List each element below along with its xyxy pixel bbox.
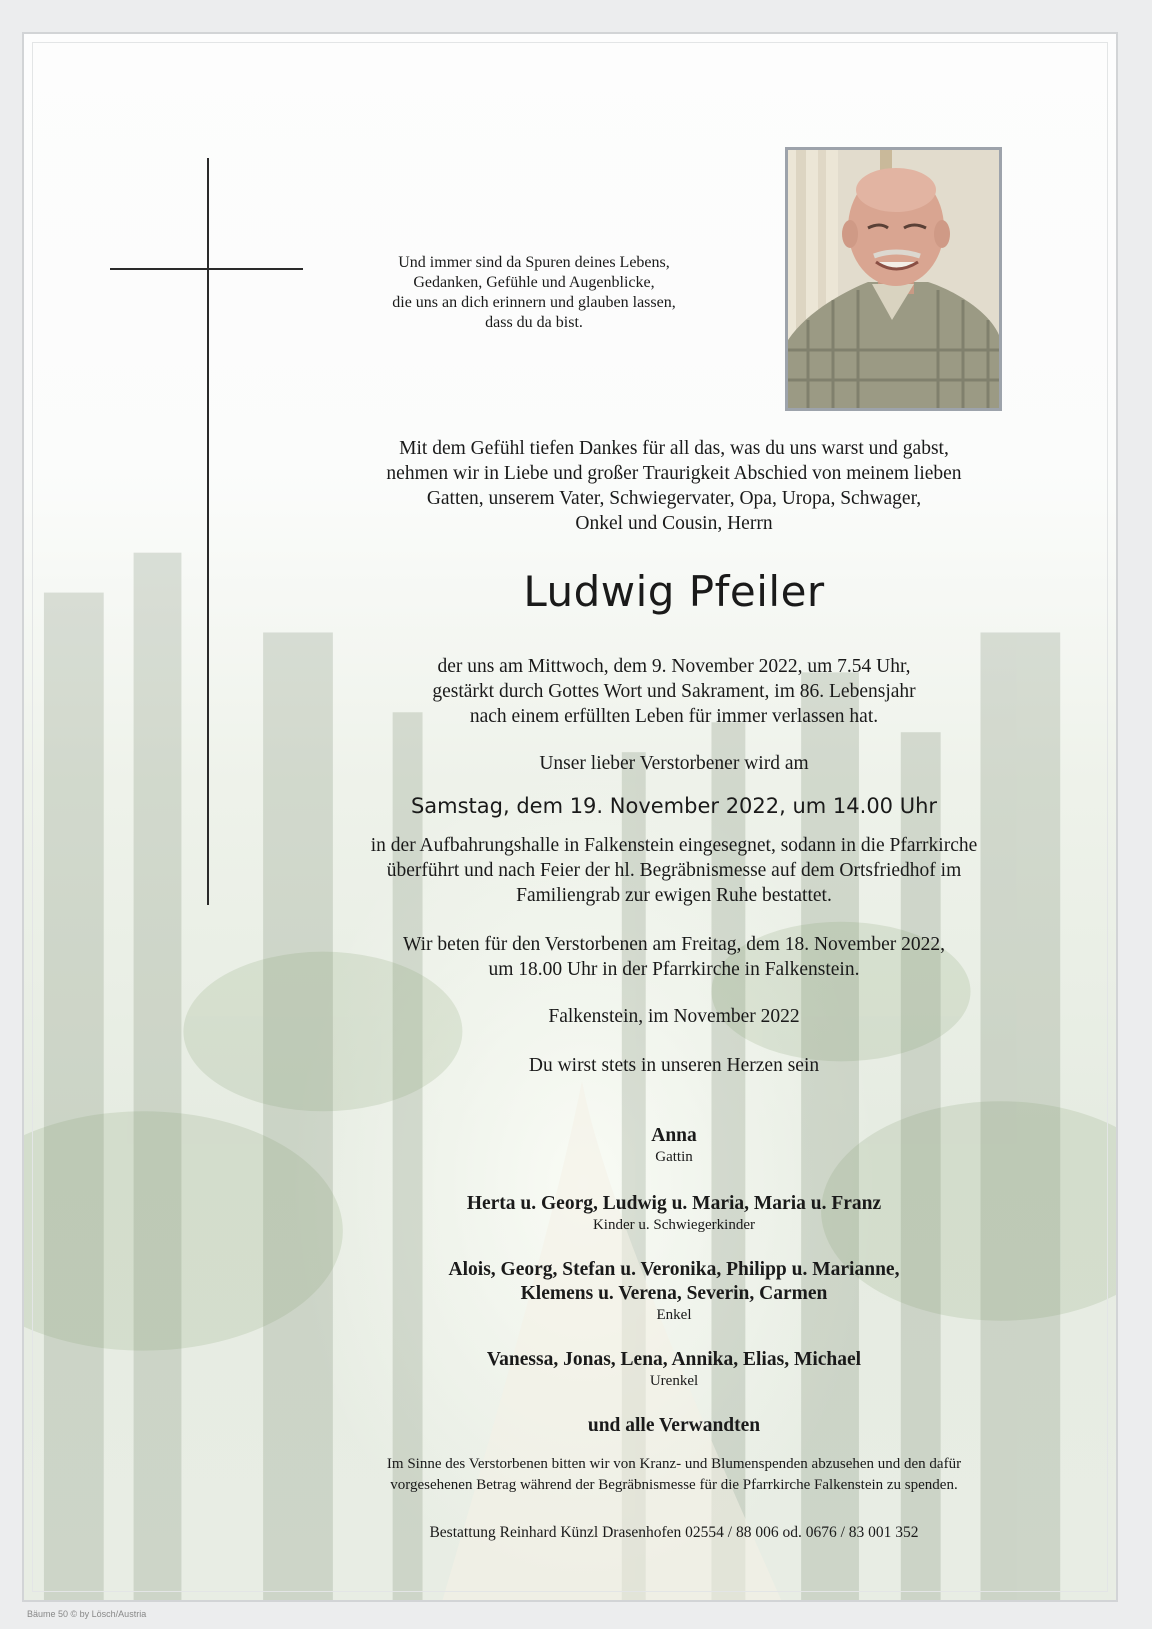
death-info [324, 654, 1024, 729]
mourner-group [324, 1348, 1024, 1391]
relatives-line: und alle Verwandten [587, 1415, 761, 1436]
intro-line: Onkel und Cousin, Herrn [575, 513, 773, 534]
mourner-names: Klemens u. Verena, Severin, Carmen [520, 1283, 828, 1304]
funeral-details [304, 833, 1044, 908]
mourner-group [324, 1124, 1024, 1167]
mourner-names: Alois, Georg, Stefan u. Veronika, Philipp u. Marianne, [448, 1259, 900, 1280]
relatives [324, 1414, 1024, 1438]
portrait-photo [785, 147, 1002, 411]
mourner-relation: Enkel [656, 1307, 692, 1323]
death-info-line: der uns am Mittwoch, dem 9. November 2022, um 7.54 Uhr, [437, 656, 911, 677]
mourner-names: Vanessa, Jonas, Lena, Annika, Elias, Michael [486, 1349, 862, 1370]
mourner-relation: Urenkel [649, 1373, 699, 1389]
funeral-date: Samstag, dem 19. November 2022, um 14.00 Uhr [410, 794, 938, 818]
funeral-details-line: Familiengrab zur ewigen Ruhe bestattet. [516, 885, 832, 906]
donation-note [284, 1454, 1064, 1496]
mourner-group [324, 1258, 1024, 1325]
obituary-sheet [22, 32, 1118, 1602]
undertaker-contact: Bestattung Reinhard Künzl Drasenhofen 02554 / 88 006 od. 0676 / 83 001 352 [429, 1524, 919, 1541]
poem-line: die uns an dich erinnern und glauben lassen, [392, 294, 676, 311]
intro-line: nehmen wir in Liebe und großer Traurigkeit Abschied von meinem lieben [386, 463, 962, 484]
closing-line: Du wirst stets in unseren Herzen sein [528, 1055, 820, 1076]
mourner-relation: Gattin [655, 1149, 693, 1165]
cross-icon-horizontal [110, 268, 303, 270]
donation-line: Im Sinne des Verstorbenen bitten wir von Kranz- und Blumenspenden abzusehen und den dafür [386, 1456, 962, 1472]
place-date: Falkenstein, im November 2022 [548, 1006, 800, 1027]
prayer-line: um 18.00 Uhr in der Pfarrkirche in Falkenstein. [488, 959, 860, 980]
intro-line: Gatten, unserem Vater, Schwiegervater, Opa, Uropa, Schwager, [426, 488, 922, 509]
poem-line: dass du da bist. [485, 314, 583, 331]
cross-icon-vertical [207, 158, 209, 905]
poem [324, 253, 744, 333]
deceased-name: Ludwig Pfeiler [523, 567, 825, 616]
funeral-intro: Unser lieber Verstorbener wird am [539, 753, 809, 774]
funeral-details-line: überführt und nach Feier der hl. Begräbnismesse auf dem Ortsfriedhof im [386, 860, 962, 881]
copyright-notice: Bäume 50 © by Lösch/Austria [27, 1609, 147, 1619]
prayer-line: Wir beten für den Verstorbenen am Freitag, dem 18. November 2022, [403, 934, 945, 955]
mourner-names: Anna [651, 1125, 697, 1146]
poem-line: Und immer sind da Spuren deines Lebens, [398, 254, 670, 271]
mourner-names: Herta u. Georg, Ludwig u. Maria, Maria u. Franz [466, 1193, 882, 1214]
mourner-relation: Kinder u. Schwiegerkinder [592, 1217, 756, 1233]
funeral-details-line: in der Aufbahrungshalle in Falkenstein eingesegnet, sodann in die Pfarrkirche [370, 835, 978, 856]
mourner-group [324, 1192, 1024, 1235]
death-info-line: gestärkt durch Gottes Wort und Sakrament, im 86. Lebensjahr [432, 681, 916, 702]
death-info-line: nach einem erfüllten Leben für immer verlassen hat. [469, 706, 879, 727]
portrait-icon [788, 150, 999, 408]
prayer-info [304, 932, 1044, 982]
poem-line: Gedanken, Gefühle und Augenblicke, [413, 274, 655, 291]
intro-text [324, 436, 1024, 536]
donation-line: vorgesehenen Betrag während der Begräbnismesse für die Pfarrkirche Falkenstein zu spenden. [390, 1477, 958, 1493]
intro-line: Mit dem Gefühl tiefen Dankes für all das, was du uns warst und gabst, [399, 438, 949, 459]
